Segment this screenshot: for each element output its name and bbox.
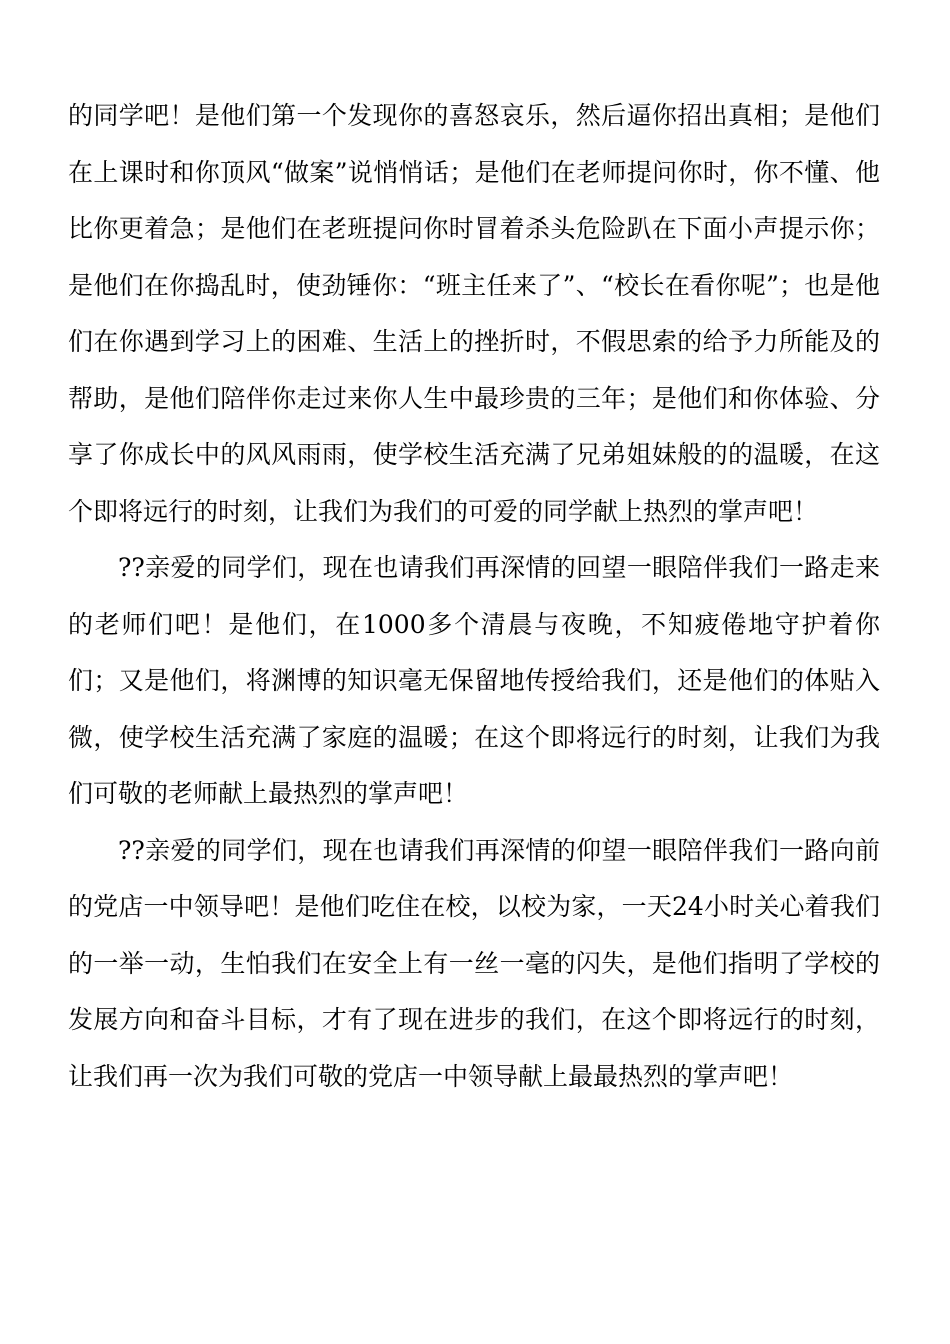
paragraph-classmates: 的同学吧！是他们第一个发现你的喜怒哀乐，然后逼你招出真相；是他们在上课时和你顶风“做案”说悄悄话；是他们在老师提问你时，你不懂、他比你更着急；是他们在老班提问你时冒着杀头危险趴在下面小声提示你；是他们在你捣乱时，使劲锤你：“班主任来了”、“校长在看你呢”；也是他们在你遇到学习上的困难、生活上的挫折时，不假思索的给予力所能及的帮助，是他们陪伴你走过来你人生中最珍贵的三年；是他们和你体验、分享了你成长中的风风雨雨，使学校生活充满了兄弟姐妹般的的温暖，在这个即将远行的时刻，让我们为我们的可爱的同学献上热烈的掌声吧！	[68, 101, 880, 526]
document-page	[68, 88, 880, 1105]
paragraph-leaders: ??亲爱的同学们，现在也请我们再深情的仰望一眼陪伴我们一路向前的党店一中领导吧！是他们吃住在校，以校为家，一天24小时关心着我们的一举一动，生怕我们在安全上有一丝一毫的闪失，是他们指明了学校的发展方向和奋斗目标，才有了现在进步的我们，在这个即将远行的时刻，让我们再一次为我们可敬的党店一中领导献上最最热烈的掌声吧！	[68, 835, 880, 1091]
paragraph-teachers: ??亲爱的同学们，现在也请我们再深情的回望一眼陪伴我们一路走来的老师们吧！是他们，在1000多个清晨与夜晚，不知疲倦地守护着你们；又是他们，将渊博的知识毫无保留地传授给我们，还是他们的体贴入微，使学校生活充满了家庭的温暖；在这个即将远行的时刻，让我们为我们可敬的老师献上最热烈的掌声吧！	[68, 553, 880, 808]
